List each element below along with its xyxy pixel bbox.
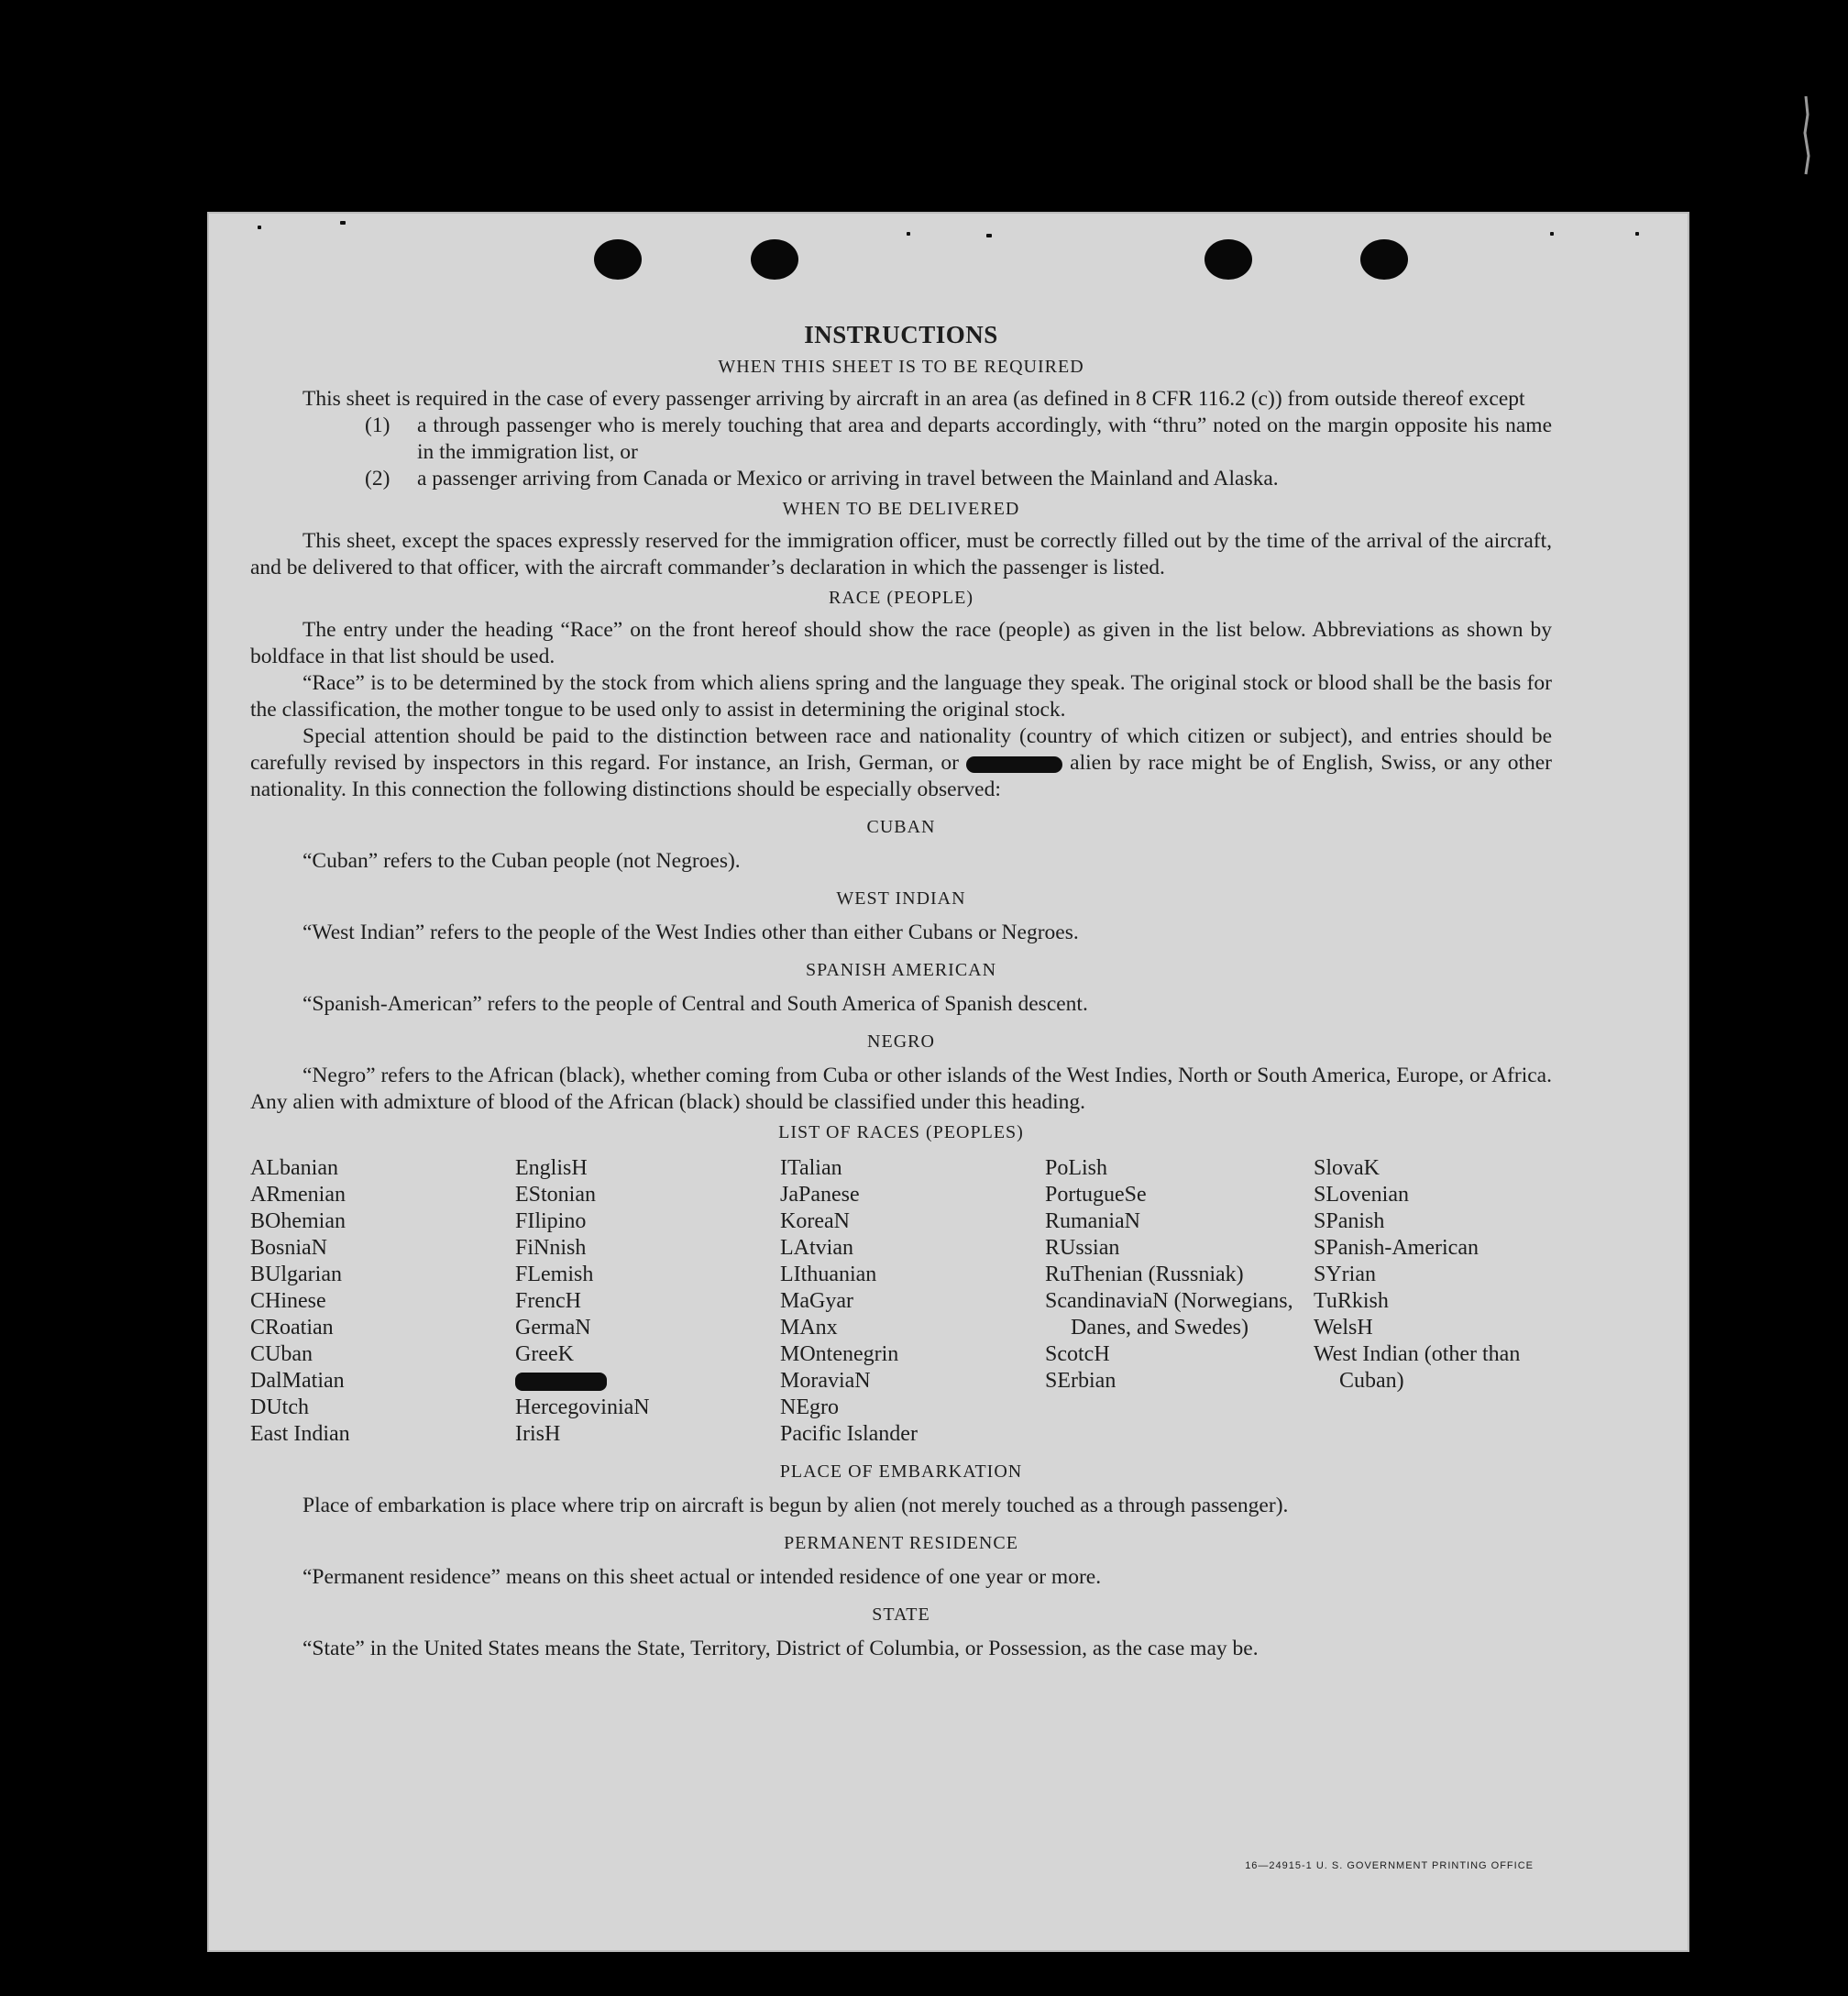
race-entry: ITalian (780, 1156, 842, 1180)
section-heading: LIST OF RACES (PEOPLES) (778, 1122, 1024, 1142)
paragraph: “West Indian” refers to the people of the West Indies other than either Cubans or Negroes. (302, 921, 1079, 944)
paragraph: “Permanent residence” means on this sheet actual or intended residence of one year or more. (302, 1565, 1102, 1589)
paragraph-text: Special attention should be paid to the distinction between race and nationality (country of which citizen or subject), and entries should be carefully revised by inspectors in this regard. For instance, an Irish, German, or (250, 724, 1552, 775)
race-entry: SPanish (1314, 1209, 1385, 1233)
speck (340, 221, 346, 225)
section-heading: WEST INDIAN (836, 888, 966, 909)
race-entry: LIthuanian (780, 1263, 877, 1286)
race-entry: EStonian (515, 1183, 596, 1207)
section-heading: WHEN THIS SHEET IS TO BE REQUIRED (718, 357, 1084, 377)
section-heading: WHEN TO BE DELIVERED (782, 499, 1020, 519)
race-entry: SYrian (1314, 1263, 1376, 1286)
race-column (250, 1155, 515, 1448)
race-entry: SlovaK (1314, 1156, 1380, 1180)
speck (1635, 232, 1639, 236)
paragraph: The entry under the heading “Race” on the front hereof should show the race (people) as given in the list below. Abbreviations as shown by boldface in that list should be used. (250, 618, 1552, 668)
race-entry: PoLish (1045, 1156, 1108, 1180)
races-list (250, 1155, 1552, 1448)
race-entry: IrisH (515, 1422, 561, 1446)
race-entry: EnglisH (515, 1156, 588, 1180)
race-entry: West Indian (other than Cuban) (1314, 1342, 1521, 1393)
speck (1550, 232, 1554, 236)
item-text: a through passenger who is merely touching that area and departs accordingly, with “thru” noted on the margin opposite his name in the immigration list, or (417, 414, 1552, 464)
section-heading: NEGRO (867, 1031, 935, 1052)
section-heading: RACE (PEOPLE) (829, 588, 974, 608)
race-entry: MOntenegrin (780, 1342, 899, 1366)
race-entry: CRoatian (250, 1316, 334, 1340)
list-item (365, 466, 1552, 492)
race-column (780, 1155, 1045, 1448)
race-entry: HercegoviniaN (515, 1395, 650, 1419)
paragraph (250, 723, 1552, 803)
section-heading: STATE (872, 1605, 930, 1625)
race-entry: East Indian (250, 1422, 350, 1446)
race-entry: WelsH (1314, 1316, 1373, 1340)
paragraph-text: alien by race might be of English, Swiss, or any other nationality. In this connection the following distinctions should be especially observed: (250, 751, 1552, 801)
item-number: (2) (365, 467, 390, 491)
punch-hole (751, 239, 798, 280)
punch-hole (594, 239, 642, 280)
race-entry: ScotcH (1045, 1342, 1110, 1366)
paragraph: This sheet, except the spaces expressly reserved for the immigration officer, must be correctly filled out by the time of the arrival of the aircraft, and be delivered to that officer, with the aircraft commander’s declaration in which the passenger is listed. (250, 529, 1552, 579)
race-entry: CHinese (250, 1289, 326, 1313)
race-entry: ARmenian (250, 1183, 346, 1207)
race-column (1314, 1155, 1568, 1448)
race-column (1045, 1155, 1314, 1448)
race-entry: GreeK (515, 1342, 574, 1366)
paragraph: “State” in the United States means the State, Territory, District of Columbia, or Possession, as the case may be. (302, 1637, 1259, 1660)
paragraph: “Race” is to be determined by the stock from which aliens spring and the language they speak. The original stock or blood shall be the basis for the classification, the mother tongue to be used only to assist in determining the original stock. (250, 671, 1552, 722)
list-item (365, 413, 1552, 466)
race-entry: PortugueSe (1045, 1183, 1147, 1207)
race-entry: FiNnish (515, 1236, 587, 1260)
punch-hole (1204, 239, 1252, 280)
race-entry: FIlipino (515, 1209, 587, 1233)
paragraph: “Negro” refers to the African (black), whether coming from Cuba or other islands of the West Indies, North or South America, Europe, or Africa. Any alien with admixture of blood of the African (black) should be classified under this heading. (250, 1064, 1552, 1114)
race-entry: SLovenian (1314, 1183, 1409, 1207)
item-number: (1) (365, 414, 390, 437)
film-edge-marks (1797, 92, 1815, 183)
speck (986, 234, 992, 237)
race-entry: SPanish-American (1314, 1236, 1479, 1260)
speck (907, 232, 910, 236)
instructions-content (250, 322, 1552, 1662)
page-title: INSTRUCTIONS (804, 321, 998, 348)
paragraph: “Cuban” refers to the Cuban people (not Negroes). (302, 849, 741, 873)
race-entry-redacted (515, 1368, 780, 1395)
race-entry: DalMatian (250, 1369, 345, 1393)
race-entry: MaGyar (780, 1289, 853, 1313)
race-entry: BosniaN (250, 1236, 327, 1260)
paragraph: Place of embarkation is place where trip on aircraft is begun by alien (not merely touched as a through passenger). (302, 1494, 1289, 1517)
race-entry: ScandinaviaN (Norwegians, Danes, and Swedes) (1045, 1289, 1293, 1340)
race-entry: FrencH (515, 1289, 581, 1313)
race-entry: RumaniaN (1045, 1209, 1140, 1233)
race-entry: JaPanese (780, 1183, 860, 1207)
race-entry: KoreaN (780, 1209, 850, 1233)
race-entry: BUlgarian (250, 1263, 342, 1286)
race-entry: SErbian (1045, 1369, 1116, 1393)
item-text: a passenger arriving from Canada or Mexico or arriving in travel between the Mainland and Alaska. (417, 467, 1279, 491)
paragraph: “Spanish-American” refers to the people of Central and South America of Spanish descent. (302, 992, 1088, 1016)
punch-hole (1360, 239, 1408, 280)
race-entry: BOhemian (250, 1209, 346, 1233)
paragraph: This sheet is required in the case of every passenger arriving by aircraft in an area (as defined in 8 CFR 116.2 (c)) from outside thereof except (302, 387, 1525, 411)
race-entry: MoraviaN (780, 1369, 871, 1393)
speck (258, 226, 261, 229)
race-entry: FLemish (515, 1263, 594, 1286)
race-entry: LAtvian (780, 1236, 853, 1260)
race-entry: NEgro (780, 1395, 839, 1419)
race-entry: RUssian (1045, 1236, 1120, 1260)
section-heading: PLACE OF EMBARKATION (779, 1461, 1023, 1482)
race-entry: ALbanian (250, 1156, 338, 1180)
redaction-mark (966, 756, 1062, 773)
printing-office-footer: 16—24915-1 U. S. GOVERNMENT PRINTING OFFICE (1245, 1860, 1534, 1871)
redaction-mark (515, 1373, 607, 1391)
race-column (515, 1155, 780, 1448)
race-entry: RuThenian (Russniak) (1045, 1263, 1244, 1286)
section-heading: CUBAN (866, 817, 936, 837)
race-entry: DUtch (250, 1395, 309, 1419)
race-entry: MAnx (780, 1316, 838, 1340)
race-entry: GermaN (515, 1316, 591, 1340)
document-sheet (207, 212, 1689, 1952)
race-entry: Pacific Islander (780, 1422, 918, 1446)
race-entry: CUban (250, 1342, 313, 1366)
section-heading: PERMANENT RESIDENCE (784, 1533, 1018, 1553)
section-heading: SPANISH AMERICAN (805, 960, 997, 980)
race-entry: TuRkish (1314, 1289, 1389, 1313)
